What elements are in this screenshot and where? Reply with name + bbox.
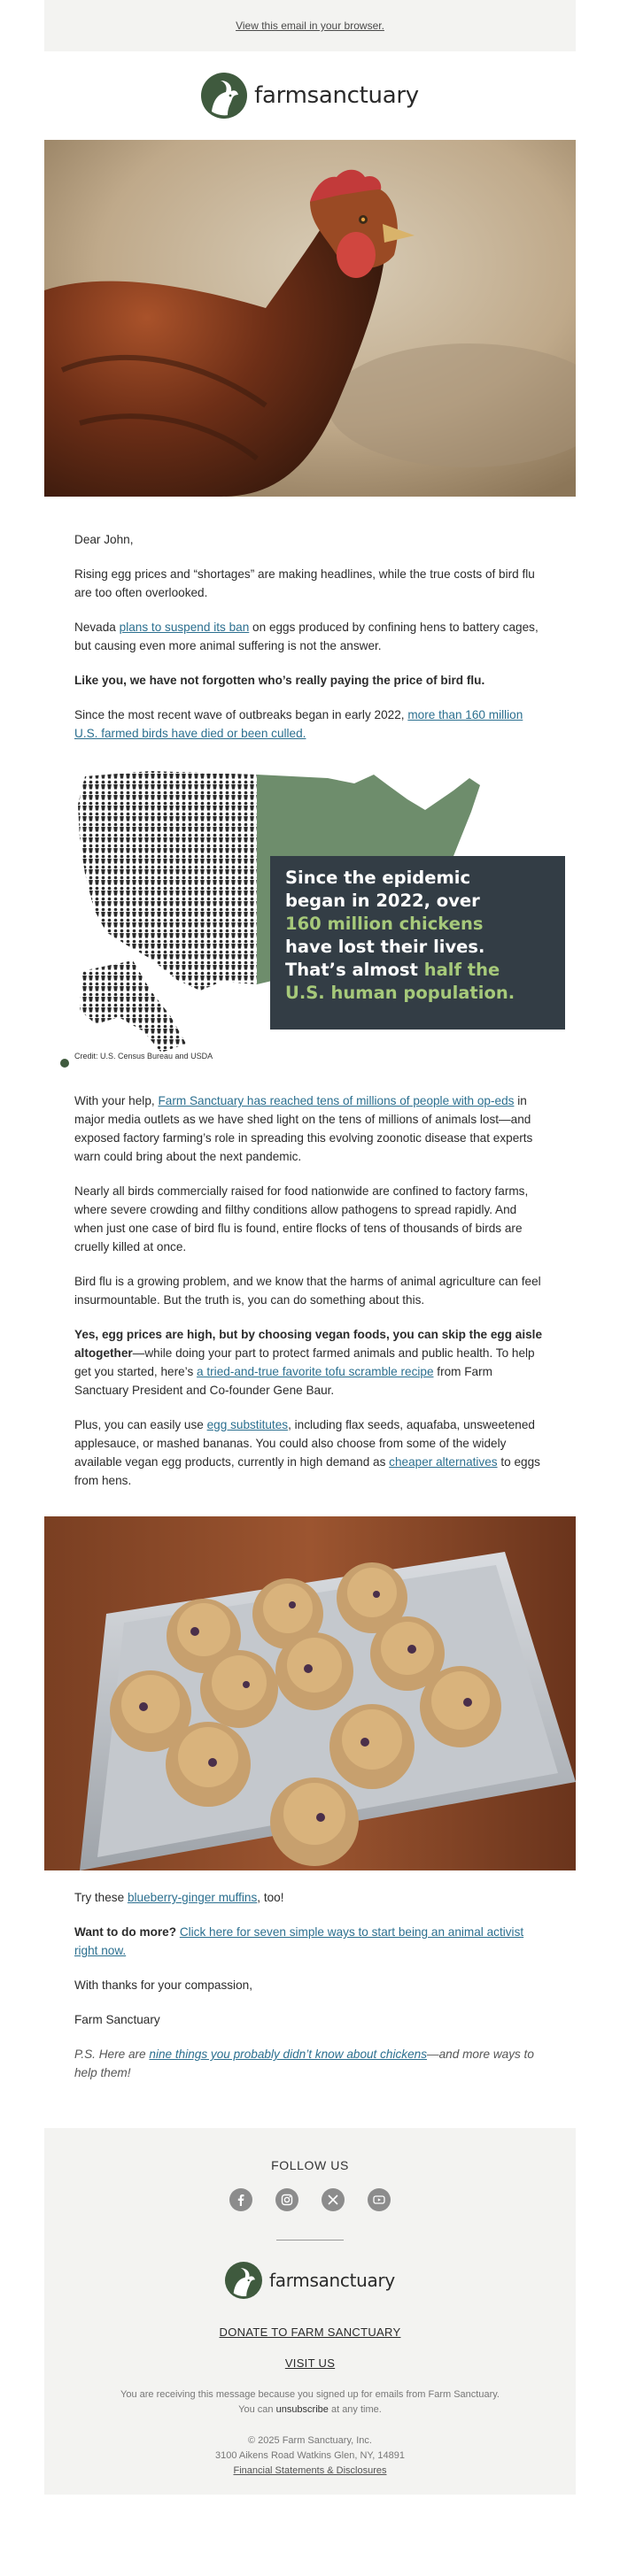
- closing-body: [44, 1870, 576, 2082]
- letter-body: [44, 497, 576, 743]
- nevada-ban-link[interactable]: plans to suspend its ban: [119, 621, 250, 634]
- birds-culled-link[interactable]: more than 160 million U.S. farmed birds have died or been culled.: [74, 708, 523, 740]
- tofu-scramble-link[interactable]: a tried-and-true favorite tofu scramble recipe: [197, 1365, 434, 1378]
- hero-chicken-image: [44, 140, 576, 497]
- greeting: Dear John,: [74, 533, 134, 546]
- muffins-image: [44, 1516, 576, 1870]
- unsubscribe-link[interactable]: unsubscribe: [275, 2404, 329, 2415]
- facebook-icon[interactable]: [229, 2188, 252, 2211]
- donate-link[interactable]: DONATE TO FARM SANCTUARY: [219, 2325, 401, 2339]
- bird-flu-infographic: [44, 759, 576, 1077]
- header-logo-row: [44, 51, 576, 140]
- chicken-photo: [44, 140, 576, 497]
- subscription-notice: You are receiving this message because you signed up for emails from Farm Sanctuary. You can unsubscribe at any time.: [120, 2389, 500, 2415]
- activist-link[interactable]: Click here for seven simple ways to start being an animal activist right now.: [74, 1925, 524, 1957]
- postscript: P.S. Here are nine things you probably didn’t know about chickens—and more ways to help them!: [74, 2048, 534, 2079]
- muffins-link[interactable]: blueberry-ginger muffins: [127, 1891, 258, 1904]
- signoff: Farm Sanctuary: [74, 2013, 160, 2026]
- paragraph-do-more: Want to do more? Click here for seven simple ways to start being an animal activist right now.: [74, 1925, 524, 1957]
- brand-wordmark: farmsanctuary: [254, 82, 419, 109]
- goat-logo-icon: [225, 2262, 262, 2299]
- paragraph-vegan-foods: Yes, egg prices are high, but by choosing vegan foods, you can skip the egg aisle altogether—while doing your part to protect farmed animals and public health. To help get you started, here’s a tried-and-true favorite tofu scramble recipe from Farm Sanctuary President and Co-founder Gene Baur.: [74, 1328, 543, 1397]
- footer-divider: [276, 2240, 344, 2241]
- paragraph-growing-problem: Bird flu is a growing problem, and we know that the harms of animal agriculture can feel insurmountable. But the truth is, you can do something about this.: [74, 1275, 541, 1307]
- infographic-credit: Credit: U.S. Census Bureau and USDA: [74, 1052, 213, 1060]
- footer-brand-wordmark: farmsanctuary: [269, 2270, 395, 2291]
- egg-substitutes-link[interactable]: egg substitutes: [206, 1418, 289, 1431]
- paragraph-egg-substitutes: Plus, you can easily use egg substitutes, including flax seeds, aquafaba, unsweetened applesauce, or mashed bananas. You could also choose from some of the widely available vegan egg products, currently in high demand as cheaper alternatives to eggs from hens.: [74, 1418, 540, 1487]
- paragraph-muffins: Try these blueberry-ginger muffins, too!: [74, 1891, 284, 1904]
- infographic-text: Since the epidemic began in 2022, over 160 million chickens have lost their lives. That’s almost half the U.S. human population.: [285, 868, 515, 1003]
- visit-us-link[interactable]: VISIT US: [284, 2356, 336, 2370]
- top-bar: [44, 0, 576, 51]
- letter-body-continued: [44, 1084, 576, 1490]
- disclosures-link[interactable]: Financial Statements & Disclosures: [233, 2465, 387, 2476]
- x-icon[interactable]: [322, 2188, 345, 2211]
- footer-brand-logo[interactable]: [44, 2262, 576, 2299]
- instagram-icon[interactable]: [275, 2188, 298, 2211]
- goat-logo-icon: [201, 73, 247, 119]
- paragraph-not-forgotten: Like you, we have not forgotten who’s really paying the price of bird flu.: [74, 674, 485, 687]
- email-container: [44, 0, 576, 2495]
- paragraph-factory-farms: Nearly all birds commercially raised for food nationwide are confined to factory farms, where severe crowding and filthy conditions allow pathogens to spread rapidly. And when just one case of bird flu is found, entire flocks of tens of thousands of birds are cruelly killed at once.: [74, 1184, 529, 1253]
- chickens-facts-link[interactable]: nine things you probably didn’t know about chickens: [149, 2048, 428, 2061]
- copyright: © 2025 Farm Sanctuary, Inc.: [248, 2435, 372, 2446]
- muffins-photo: [44, 1516, 576, 1870]
- follow-us-heading: FOLLOW US: [271, 2158, 349, 2172]
- brand-logo[interactable]: [201, 73, 419, 119]
- footer: [44, 2128, 576, 2495]
- mailing-address: 3100 Aikens Road Watkins Glen, NY, 14891: [214, 2450, 406, 2461]
- paragraph-outbreaks: Since the most recent wave of outbreaks began in early 2022, more than 160 million U.S. farmed birds have died or been culled.: [74, 708, 523, 740]
- paragraph-egg-prices: Rising egg prices and “shortages” are making headlines, while the true costs of bird flu are too often overlooked.: [74, 567, 535, 599]
- paragraph-op-eds: With your help, Farm Sanctuary has reached tens of millions of people with op-eds in major media outlets as we have shed light on the tens of millions of animals lost—and exposed factory farming’s role in spreading this evolving zoonotic disease that experts warn could bring about the next pandemic.: [74, 1094, 533, 1163]
- view-in-browser-link[interactable]: View this email in your browser.: [236, 19, 384, 32]
- address-block: [44, 2433, 576, 2479]
- cheaper-alternatives-link[interactable]: cheaper alternatives: [389, 1455, 498, 1469]
- thanks-line: With thanks for your compassion,: [74, 1978, 252, 1992]
- youtube-icon[interactable]: [368, 2188, 391, 2211]
- op-eds-link[interactable]: Farm Sanctuary has reached tens of millions of people with op-eds: [158, 1094, 515, 1107]
- social-links: [44, 2188, 576, 2211]
- paragraph-nevada: Nevada plans to suspend its ban on eggs produced by confining hens to battery cages, but causing even more animal suffering is not the answer.: [74, 621, 539, 652]
